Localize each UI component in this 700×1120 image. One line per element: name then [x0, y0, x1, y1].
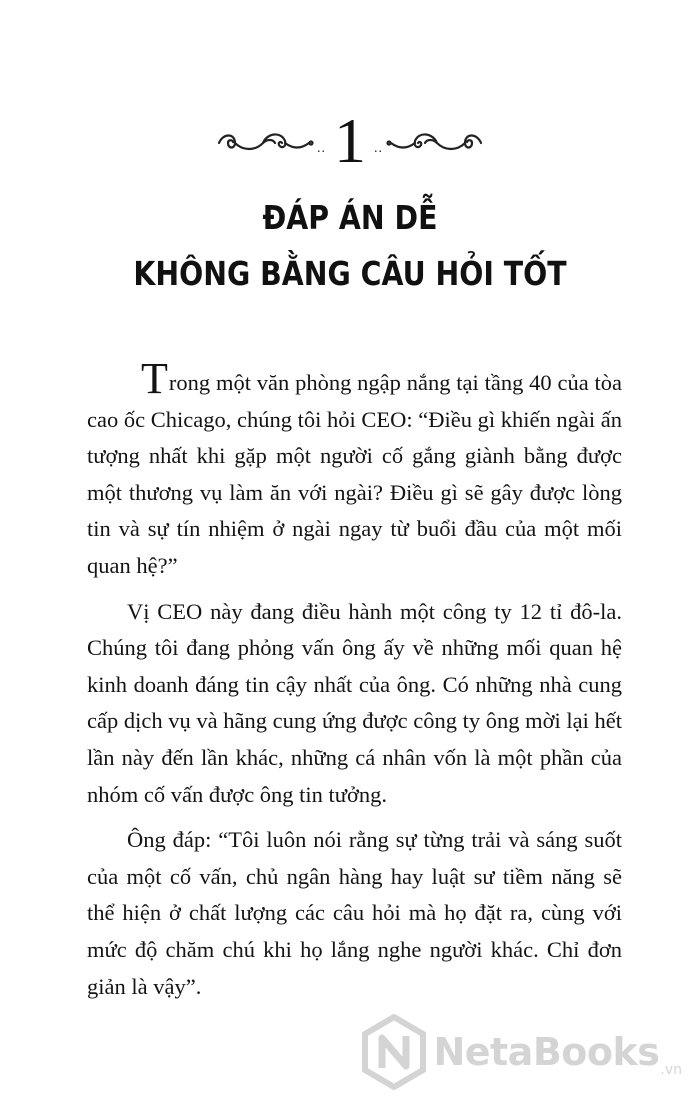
ornament-dots-right: ..	[374, 141, 383, 156]
paragraph-1	[87, 354, 622, 585]
watermark	[361, 1014, 682, 1090]
right-flourish-icon	[385, 121, 485, 161]
ornament-dots-left: ..	[317, 141, 326, 156]
watermark-brand: NetaBooks	[433, 1030, 660, 1074]
paragraph-1-text: rong một văn phòng ngập nắng tại tầng 40 của tòa cao ốc Chicago, chúng tôi hỏi CEO: “Điều gì khiến ngài ấn tượng nhất khi gặp một người cố gắng giành bằng được một thương vụ làm ăn với ngài? Điều gì sẽ gây được lòng tin và sự tín nhiệm ở ngài ngay từ buổi đầu của một mối quan hệ?”	[87, 370, 622, 578]
paragraph-3: Ông đáp: “Tôi luôn nói rằng sự từng trải và sáng suốt của một cố vấn, chủ ngân hàng hay luật sư tiềm năng sẽ thể hiện ở chất lượng các câu hỏi mà họ đặt ra, cùng với mức độ chăm chú khi họ lắng nghe người khác. Chỉ đơn giản là vậy”.	[87, 827, 622, 999]
chapter-number: 1	[334, 105, 366, 176]
watermark-suffix: .vn	[660, 1062, 682, 1078]
paragraph-2: Vị CEO này đang điều hành một công ty 12 tỉ đô-la. Chúng tôi đang phỏng vấn ông ấy về những mối quan hệ kinh doanh đáng tin cậy nhất của ông. Có những nhà cung cấp dịch vụ và hãng cung ứng được công ty ông mời lại hết lần này đến lần khác, những cá nhân vốn là một phần của nhóm cố vấn được ông tin tưởng.	[87, 598, 622, 807]
chapter-title-line-2: KHÔNG BẰNG CÂU HỎI TỐT	[133, 254, 567, 293]
chapter-ornament	[0, 96, 700, 186]
chapter-title	[49, 190, 651, 302]
hexagon-n-logo-icon	[361, 1014, 427, 1090]
left-flourish-icon	[215, 121, 315, 161]
drop-cap: T	[141, 354, 168, 403]
chapter-title-line-1: ĐÁP ÁN DỄ	[262, 198, 438, 237]
body-text	[87, 354, 622, 1014]
